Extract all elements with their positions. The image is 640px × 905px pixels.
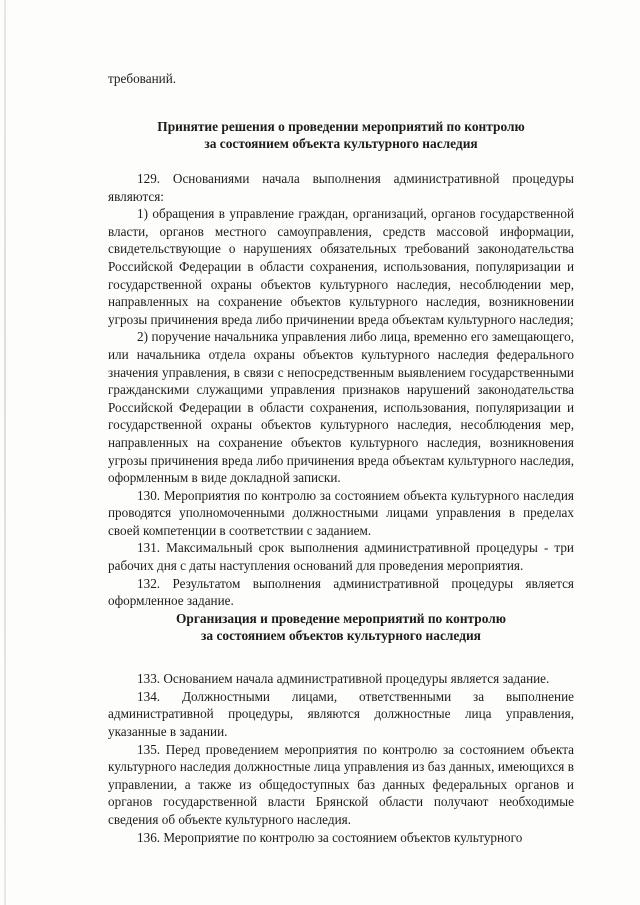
heading-line: за состоянием объектов культурного наследия xyxy=(201,628,481,644)
paragraph-129-item-1: 1) обращения в управление граждан, организаций, органов государственной власти, органов местного самоуправления, средств массовой информации, свидетельствующие о нарушениях обязательных требований законодательства Российской Федерации в области сохранения, использования, популяризации и государственной охраны объектов культурного наследия, несоблюдении мер, направленных на сохранение объектов культурного наследия, возникновении угрозы причинения вреда либо причинении вреда объектам культурного наследия; xyxy=(108,206,574,327)
paragraph-132: 132. Результатом выполнения административной процедуры является оформленное задание. xyxy=(108,575,574,609)
heading-line: за состоянием объекта культурного наследия xyxy=(204,135,478,151)
document-page xyxy=(108,70,574,846)
paragraph-136: 136. Мероприятие по контролю за состоянием объектов культурного xyxy=(137,829,523,845)
lead-line: требований. xyxy=(108,71,177,86)
paragraph-129-item-2: 2) поручение начальника управления либо лица, временно его замещающего, или начальника отдела охраны объектов культурного наследия федерального значения управления, в связи с непосредственным выявлением государственными гражданскими служащими управления признаков нарушений законодательства Российской Федерации в области сохранения, использования, популяризации и государственной охраны объектов культурного наследия, несоблюдения мер, направленных на сохранение объектов культурного наследия, возникновения угрозы причинения вреда либо причинения вреда объектам культурного наследия, оформленным в виде докладной записки. xyxy=(108,329,574,486)
paragraph-135: 135. Перед проведением мероприятия по контролю за состоянием объекта культурного наследия должностные лица управления из баз данных, имеющихся в управлении, а также из общедоступных баз данных федеральных органов и органов государственной власти Брянской области получают необходимые сведения об объекте культурного наследия. xyxy=(108,741,574,827)
scan-edge-shadow xyxy=(4,0,6,905)
section-heading-decision xyxy=(108,118,574,152)
section-heading-organization xyxy=(108,610,574,644)
paragraph-129: 129. Основаниями начала выполнения административной процедуры являются: xyxy=(108,171,574,204)
heading-line: Принятие решения о проведении мероприятий по контролю xyxy=(157,118,525,134)
paragraph-133: 133. Основанием начала административной процедуры является задание. xyxy=(137,671,550,687)
paragraph-134: 134. Должностными лицами, ответственными за выполнение административной процедуры, являются должностные лица управления, указанные в задании. xyxy=(108,688,574,740)
heading-line: Организация и проведение мероприятий по контролю xyxy=(175,610,507,626)
paragraph-131: 131. Максимальный срок выполнения административной процедуры - три рабочих дня с даты наступления оснований для проведения мероприятия. xyxy=(108,540,574,574)
paragraph-130: 130. Мероприятия по контролю за состоянием объекта культурного наследия проводятся уполномоченными должностными лицами управления в пределах своей компетенции в соответствии с заданием. xyxy=(108,487,574,538)
